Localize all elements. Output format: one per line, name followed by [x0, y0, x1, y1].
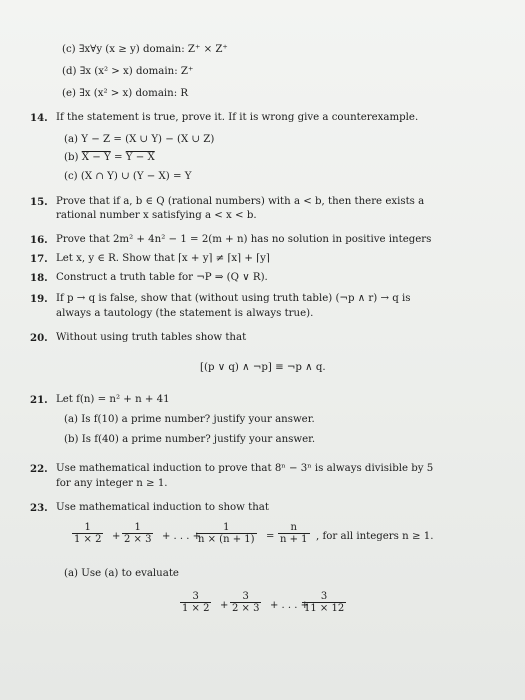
- fraction-1-over-1x2: [72, 522, 103, 545]
- denominator: n × (n + 1): [198, 534, 255, 545]
- question-23-condition: , for all integers n ≥ 1.: [316, 531, 434, 542]
- q14b-label: (b): [64, 152, 82, 163]
- q14b-eq: =: [110, 152, 126, 163]
- question-number-18: 18.: [30, 272, 48, 284]
- question-22-line2: for any integer n ≥ 1.: [56, 478, 168, 489]
- numerator: 3: [230, 591, 261, 603]
- question-number-14: 14.: [30, 112, 48, 124]
- denominator: 2 × 3: [124, 534, 152, 545]
- question-number-17: 17.: [30, 253, 48, 265]
- fraction-n-over-n-plus-1: [278, 522, 310, 545]
- fraction-3-over-2x3: [230, 591, 261, 614]
- denominator: 1 × 2: [74, 534, 102, 545]
- ellipsis-sum: + . . . +: [162, 531, 202, 542]
- item-d-top: (d) ∃x (x² > x) domain: Z⁺: [62, 66, 194, 77]
- question-16-text: Prove that 2m² + 4n² − 1 = 2(m + n) has no solution in positive integers: [56, 234, 432, 245]
- q14b-left: X − Y: [81, 152, 111, 163]
- question-number-23: 23.: [30, 502, 48, 514]
- numerator: 3: [302, 591, 346, 603]
- question-20-equation: [(p ∨ q) ∧ ¬p] ≡ ¬p ∧ q.: [200, 362, 326, 373]
- denominator: 11 × 12: [304, 603, 345, 614]
- question-21a: (a) Is f(10) a prime number? justify your answer.: [64, 414, 315, 425]
- item-c-top: (c) ∃x∀y (x ≥ y) domain: Z⁺ × Z⁺: [62, 44, 228, 55]
- item-e-top: (e) ∃x (x² > x) domain: R: [62, 88, 189, 99]
- ellipsis-sum: + . . . +: [270, 600, 310, 611]
- plus-sign: +: [112, 531, 121, 542]
- question-22-line1: Use mathematical induction to prove that 8ⁿ − 3ⁿ is always divisible by 5: [56, 463, 434, 474]
- fraction-1-over-n-n-plus-1: [196, 522, 257, 545]
- question-number-21: 21.: [30, 394, 48, 406]
- equals-sign: =: [266, 531, 275, 542]
- question-21-text: Let f(n) = n² + n + 41: [56, 394, 170, 405]
- fraction-3-over-1x2: [180, 591, 211, 614]
- question-19-line2: always a tautology (the statement is always true).: [56, 308, 314, 319]
- question-15-line2: rational number x satisfying a < x < b.: [56, 210, 257, 221]
- fraction-1-over-2x3: [122, 522, 153, 545]
- question-17-text: Let x, y ∈ R. Show that ⌈x + y⌉ ≠ ⌈x⌉ + ⌈y⌉: [56, 253, 270, 264]
- question-15-line1: Prove that if a, b ∈ Q (rational numbers) with a < b, then there exists a: [56, 196, 425, 207]
- question-number-15: 15.: [30, 196, 48, 208]
- denominator: n + 1: [280, 534, 308, 545]
- question-14-text: If the statement is true, prove it. If it is wrong give a counterexample.: [56, 112, 419, 123]
- numerator: 1: [122, 522, 153, 534]
- question-number-20: 20.: [30, 332, 48, 344]
- denominator: 2 × 3: [232, 603, 260, 614]
- question-21b: (b) Is f(40) a prime number? justify your answer.: [64, 434, 316, 445]
- question-23-text: Use mathematical induction to show that: [56, 502, 269, 513]
- question-14b: [64, 152, 155, 164]
- numerator: 1: [72, 522, 103, 534]
- question-19-line1: If p → q is false, show that (without using truth table) (¬p ∧ r) → q is: [56, 293, 411, 304]
- plus-sign: +: [220, 600, 229, 611]
- question-14a: (a) Y − Z = (X ∪ Y) − (X ∪ Z): [64, 134, 215, 145]
- question-23a: (a) Use (a) to evaluate: [64, 568, 179, 579]
- numerator: n: [278, 522, 310, 534]
- fraction-3-over-11x12: [302, 591, 346, 614]
- q14b-right: Y − X: [125, 152, 155, 163]
- numerator: 3: [180, 591, 211, 603]
- question-number-16: 16.: [30, 234, 48, 246]
- numerator: 1: [196, 522, 257, 534]
- question-number-22: 22.: [30, 463, 48, 475]
- denominator: 1 × 2: [182, 603, 210, 614]
- question-14c: (c) (X ∩ Y) ∪ (Y − X) = Y: [64, 171, 192, 182]
- question-number-19: 19.: [30, 293, 48, 305]
- question-20-text: Without using truth tables show that: [56, 332, 247, 343]
- question-18-text: Construct a truth table for ¬P ⇒ (Q ∨ R).: [56, 272, 268, 283]
